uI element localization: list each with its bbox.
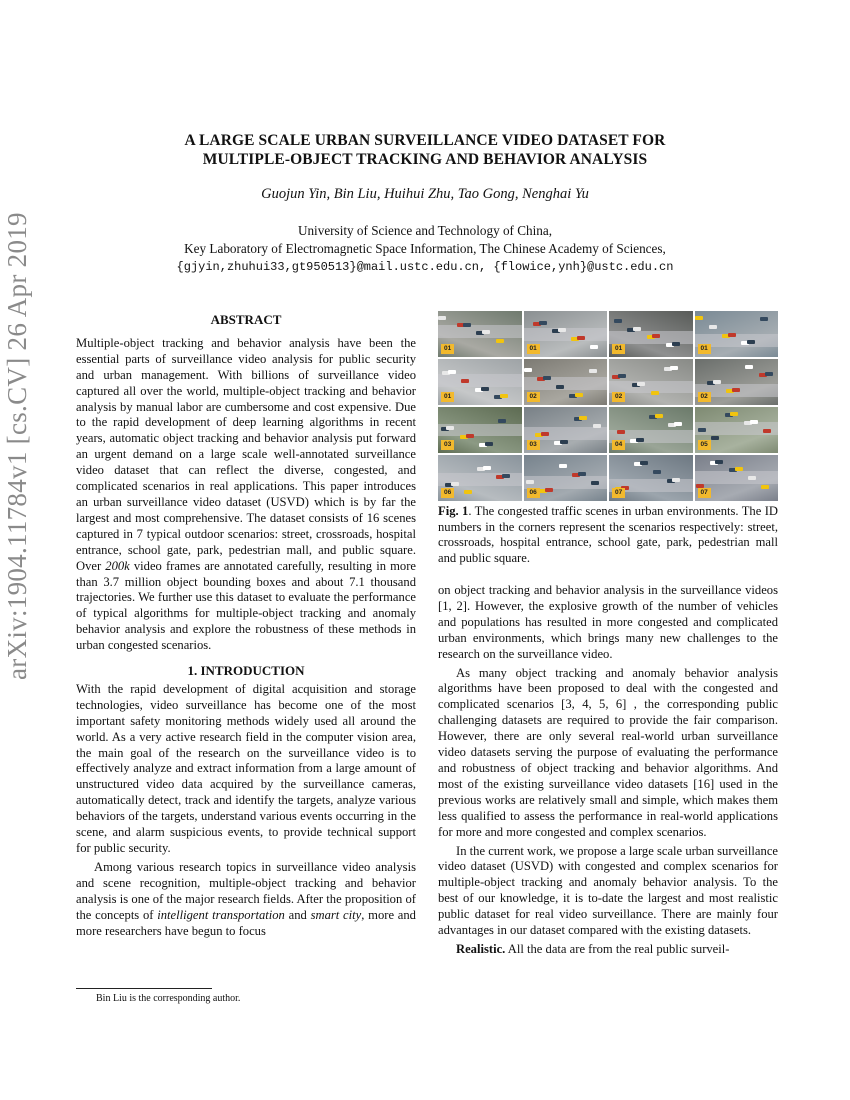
scene-object <box>446 426 454 430</box>
scene-object <box>461 379 469 383</box>
scene-object <box>464 490 472 494</box>
scene-id-label: 01 <box>698 344 711 354</box>
scene-object <box>672 478 680 482</box>
title-line-2: MULTIPLE-OBJECT TRACKING AND BEHAVIOR ANALYSIS <box>202 151 648 168</box>
figure-1 <box>438 311 778 501</box>
scene-object <box>763 429 771 433</box>
scene-object <box>732 388 740 392</box>
scene-id-label: 01 <box>441 392 454 402</box>
scene-object <box>589 369 597 373</box>
scene-object <box>745 365 753 369</box>
scene-object <box>653 470 661 474</box>
scene-object <box>709 325 717 329</box>
scene-object <box>500 394 508 398</box>
figure-caption: Fig. 1. The congested traffic scenes in urban environments. The ID numbers in the corners represent the scenarios respectively: street, crossroads, hospital entrance, school gate, park, pedestrian mall and public square. <box>438 504 778 565</box>
scene-object <box>559 464 567 468</box>
scene-id-label: 02 <box>698 392 711 402</box>
scene-id-label: 02 <box>527 392 540 402</box>
scene-id-label: 07 <box>612 488 625 498</box>
affiliation-line-2: Key Laboratory of Electromagnetic Space Information, The Chinese Academy of Sciences, <box>184 241 666 256</box>
scene-id-label: 01 <box>527 344 540 354</box>
scene-object <box>672 342 680 346</box>
scene-object <box>591 481 599 485</box>
scene-id-label: 06 <box>527 488 540 498</box>
scene-object <box>748 476 756 480</box>
scene-object <box>713 380 721 384</box>
scene-id-label: 07 <box>698 488 711 498</box>
scene-id-label: 01 <box>441 344 454 354</box>
scene-object <box>590 345 598 349</box>
scene-object <box>711 436 719 440</box>
scene-object <box>498 419 506 423</box>
scene-object <box>670 366 678 370</box>
scene-object <box>578 472 586 476</box>
scene-object <box>651 391 659 395</box>
scene-object <box>541 432 549 436</box>
scene-id-label: 03 <box>441 440 454 450</box>
scene-thumbnail <box>609 359 693 405</box>
scene-road <box>438 374 522 387</box>
scene-object <box>579 416 587 420</box>
scene-object <box>556 385 564 389</box>
scene-object <box>560 440 568 444</box>
scene-id-label: 03 <box>527 440 540 450</box>
footnote: Bin Liu is the corresponding author. <box>96 993 241 1004</box>
scene-id-label: 04 <box>612 440 625 450</box>
scene-object <box>695 316 703 320</box>
scene-thumbnail <box>695 359 779 405</box>
scene-object <box>765 372 773 376</box>
scene-object <box>735 467 743 471</box>
intro-paragraph-3: on object tracking and behavior analysis in the surveillance videos [1, 2]. However, the explosive growth of the number of vehicles and populations has resulted in more congested and complicated urban environments, which brings many new challenges to the research on the surveillance video. <box>438 583 778 661</box>
arxiv-side-label: arXiv:1904.11784v1 [cs.CV] 26 Apr 2019 <box>2 212 32 680</box>
scene-thumbnail <box>609 455 693 501</box>
scene-object <box>636 438 644 442</box>
scene-object <box>633 327 641 331</box>
scene-thumbnail <box>524 407 608 453</box>
scene-object <box>466 434 474 438</box>
scene-object <box>496 339 504 343</box>
scene-object <box>747 340 755 344</box>
intro-paragraph-1: With the rapid development of digital acquisition and storage technologies, video surveillance has become one of the most important safety monitoring methods widely used all around the world. As a very active research field in the computer vision area, the main goal of the research on the surveillance video is to effectively analyze and extract information from a large amount of unstructured video data acquired by the surveillance cameras, automatically detect, track and identify the targets, analyze various behaviors of the targets, understand various events occurring in the scene, and alarm suspicious events, to provide technical support for public security. <box>76 681 416 855</box>
affiliation <box>120 222 730 276</box>
scene-object <box>750 420 758 424</box>
title-line-1: A LARGE SCALE URBAN SURVEILLANCE VIDEO DATASET FOR <box>184 132 666 149</box>
right-column <box>438 583 778 958</box>
left-column <box>76 312 416 939</box>
scene-object <box>451 482 459 486</box>
scene-object <box>618 374 626 378</box>
scene-thumbnail <box>524 455 608 501</box>
author-emails: {gjyin,zhuhui33,gt950513}@mail.ustc.edu.cn, {flowice,ynh}@ustc.edu.cn <box>176 260 674 274</box>
intro-paragraph-5: In the current work, we propose a large scale urban surveillance video dataset (USVD) with congested and complex scenarios for multiple-object tracking and anomaly behavior analysis. To the best of our knowledge, it is to-date the largest and most realistic public dataset for real video surveillance. There are mainly four advantages in our dataset compared with the existing datasets. <box>438 843 778 938</box>
scene-thumbnail <box>438 359 522 405</box>
scene-object <box>483 466 491 470</box>
intro-paragraph-4: As many object tracking and anomaly behavior analysis algorithms have been proposed to deal with the congested and complicated scenarios [3, 4, 5, 6] , the corresponding public challenging datasets are required to provide the fair comparison. However, there are only several real-world urban surveillance video datasets serving the purpose of evaluating the performance and robustness of object tracking and behavior algorithms. And most of the existing surveillance video datasets [16] used in the previous works are relatively small and simple, which makes them less qualified to assess the performance in real-world applications for more and more congested and complex scenarios. <box>438 665 778 839</box>
scene-thumbnail <box>438 311 522 357</box>
scene-id-label: 06 <box>441 488 454 498</box>
scene-object <box>730 412 738 416</box>
paper-title <box>120 131 730 169</box>
affiliation-line-1: University of Science and Technology of China, <box>297 223 553 238</box>
intro-paragraph-6: Realistic. All the data are from the real public surveil- <box>456 941 730 956</box>
scene-thumbnail <box>609 311 693 357</box>
scene-object <box>558 328 566 332</box>
scene-object <box>614 319 622 323</box>
scene-object <box>526 480 534 484</box>
scene-object <box>728 333 736 337</box>
scene-thumbnail <box>438 455 522 501</box>
scene-id-label: 02 <box>612 392 625 402</box>
scene-object <box>698 428 706 432</box>
scene-object <box>652 334 660 338</box>
author-list: Guojun Yin, Bin Liu, Huihui Zhu, Tao Gong, Nenghai Yu <box>261 186 589 202</box>
scene-thumbnail <box>609 407 693 453</box>
scene-object <box>674 422 682 426</box>
scene-object <box>524 368 532 372</box>
scene-object <box>543 376 551 380</box>
scene-thumbnail <box>695 455 779 501</box>
scene-object <box>577 336 585 340</box>
scene-object <box>539 321 547 325</box>
scene-object <box>502 474 510 478</box>
scene-object <box>715 460 723 464</box>
scene-thumbnail <box>438 407 522 453</box>
scene-grid <box>438 311 778 501</box>
scene-thumbnail <box>695 311 779 357</box>
scene-object <box>485 442 493 446</box>
scene-id-label: 01 <box>612 344 625 354</box>
scene-object <box>640 461 648 465</box>
scene-thumbnail <box>524 359 608 405</box>
scene-object <box>593 424 601 428</box>
scene-object <box>760 317 768 321</box>
scene-object <box>761 485 769 489</box>
scene-object <box>482 330 490 334</box>
intro-paragraph-2: Among various research topics in surveillance video analysis and scene recognition, multiple-object tracking and behavior analysis is one of the major research fields. After the proposition of the concepts of intelligent transportation and smart city, more and more researchers have begun to focus <box>76 859 416 938</box>
scene-object <box>481 387 489 391</box>
introduction-heading: 1. INTRODUCTION <box>187 663 305 679</box>
scene-object <box>655 414 663 418</box>
abstract-text: Multiple-object tracking and behavior analysis have been the essential parts of surveillance video analysis for public security and urban management. With billions of surveillance video captured all over the world, multiple-object tracking and behavior analysis by manual labor are cumbersome and cost expensive. Due to the rapid development of deep learning algorithms in recent years, automatic object tracking and behavior analysis put forward an urgent demand on a large scale well-annotated surveillance video dataset that can reflect the diverse, congested, and complicated scenarios in real applications. This paper introduces an urban surveillance video dataset (USVD) which is by far the largest and most comprehensive. The dataset consists of 16 scenes captured in 7 typical outdoor scenarios: street, crossroads, hospital entrance, school gate, park, pedestrian mall, and public square. Over 200k video frames are annotated carefully, resulting in more than 3.7 million object bounding boxes and about 7.1 thousand trajectories. We further use this dataset to evaluate the performance of typical algorithms for multiple-object tracking and anomaly behavior analysis and explore the robustness of these methods in urban congested scenarios. <box>76 335 416 653</box>
scene-thumbnail <box>695 407 779 453</box>
scene-object <box>637 382 645 386</box>
scene-object <box>438 316 446 320</box>
scene-object <box>448 370 456 374</box>
scene-object <box>575 393 583 397</box>
scene-object <box>463 323 471 327</box>
scene-object <box>545 488 553 492</box>
scene-object <box>617 430 625 434</box>
scene-road <box>695 471 779 484</box>
scene-thumbnail <box>524 311 608 357</box>
footnote-divider <box>76 988 212 989</box>
abstract-heading: ABSTRACT <box>210 312 282 327</box>
scene-id-label: 05 <box>698 440 711 450</box>
